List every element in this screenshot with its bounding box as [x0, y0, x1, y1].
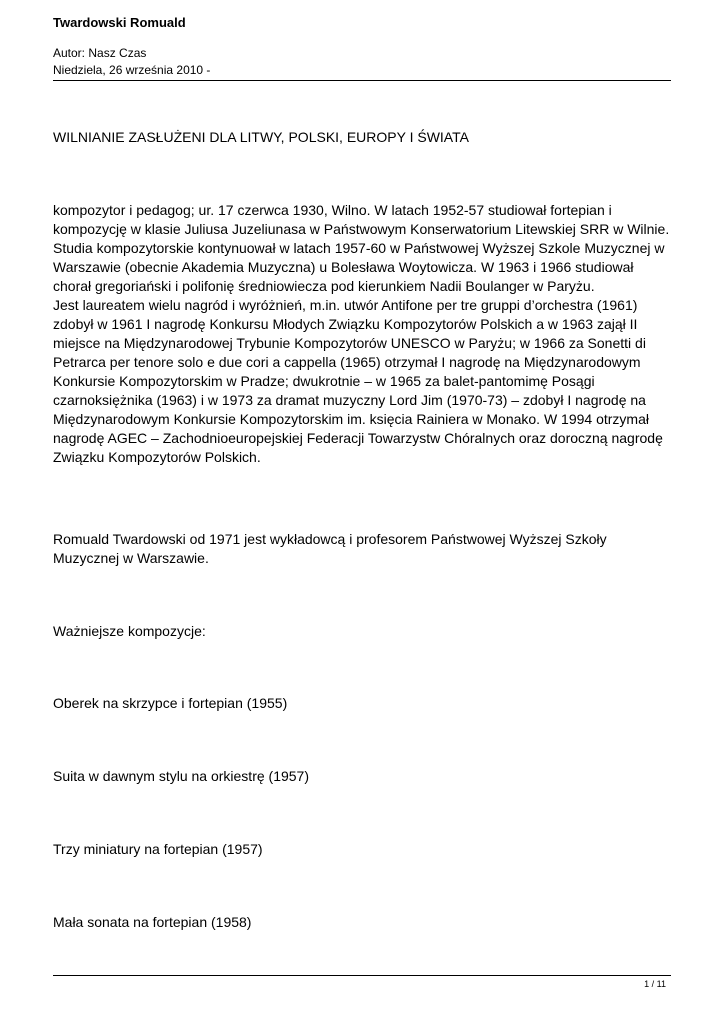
composition-item: Oberek na skrzypce i fortepian (1955) — [53, 695, 288, 711]
header-divider — [53, 80, 671, 81]
paragraph-biography-text: kompozytor i pedagog; ur. 17 czerwca 1930, Wilno. W latach 1952-57 studiował fortepian i kompozycję w klasie Juliusa Juzeliunasa w Państwowym Konserwatorium Litewskiej SRR w Wilnie. Studia kompozytorskie kontynuował w latach 1957-60 w Państwowej Wyższej Szkole Muzycznej w Warszawie (obecnie Akademia Muzyczna) u Bolesława Woytowicza. W 1963 i 1966 studiował chorał gregoriański i polifonię średniowiecza pod kierunkiem Nadii Boulanger w Paryżu. — [53, 202, 670, 294]
date-line: Niedziela, 26 września 2010 - — [53, 63, 211, 77]
paragraph-biography — [53, 201, 673, 467]
footer-divider — [53, 975, 671, 976]
composition-item: Mała sonata na fortepian (1958) — [53, 914, 252, 930]
article-heading: WILNIANIE ZASŁUŻENI DLA LITWY, POLSKI, EUROPY I ŚWIATA — [53, 129, 469, 145]
paragraph-awards-text: Jest laureatem wielu nagród i wyróżnień, m.in. utwór Antifone per tre gruppi d’orchestra (1961) zdobył w 1961 I nagrodę Konkursu Młodych Związku Kompozytorów Polskich a w 1963 zajął II miejsce na Międzynarodowej Trybunie Kompozytorów UNESCO w Paryżu; w 1966 za Sonetti di Petrarca per tenore solo e due cori a cappella (1965) otrzymał I nagrodę na Międzynarodowym Konkursie Kompozytorskim w Pradze; dwukrotnie – w 1965 za balet-pantomimę Posągi czarnoksiężnika (1963) i w 1973 za dramat muzyczny Lord Jim (1970-73) – zdobył I nagrodę na Międzynarodowym Konkursie Kompozytorskim im. księcia Rainiera w Monako. W 1994 otrzymał nagrodę AGEC – Zachodnioeuropejskiej Federacji Towarzystw Chóralnych oraz doroczną nagrodę Związku Kompozytorów Polskich. — [53, 297, 663, 465]
paragraph-teaching: Romuald Twardowski od 1971 jest wykładowcą i profesorem Państwowej Wyższej Szkoły Muzycznej w Warszawie. — [53, 531, 607, 566]
composition-item: Trzy miniatury na fortepian (1957) — [53, 841, 263, 857]
document-title: Twardowski Romuald — [53, 15, 186, 30]
compositions-intro: Ważniejsze kompozycje: — [53, 623, 206, 639]
composition-item: Suita w dawnym stylu na orkiestrę (1957) — [53, 768, 309, 784]
author-line: Autor: Nasz Czas — [53, 46, 147, 60]
page-number: 1 / 11 — [644, 979, 666, 989]
